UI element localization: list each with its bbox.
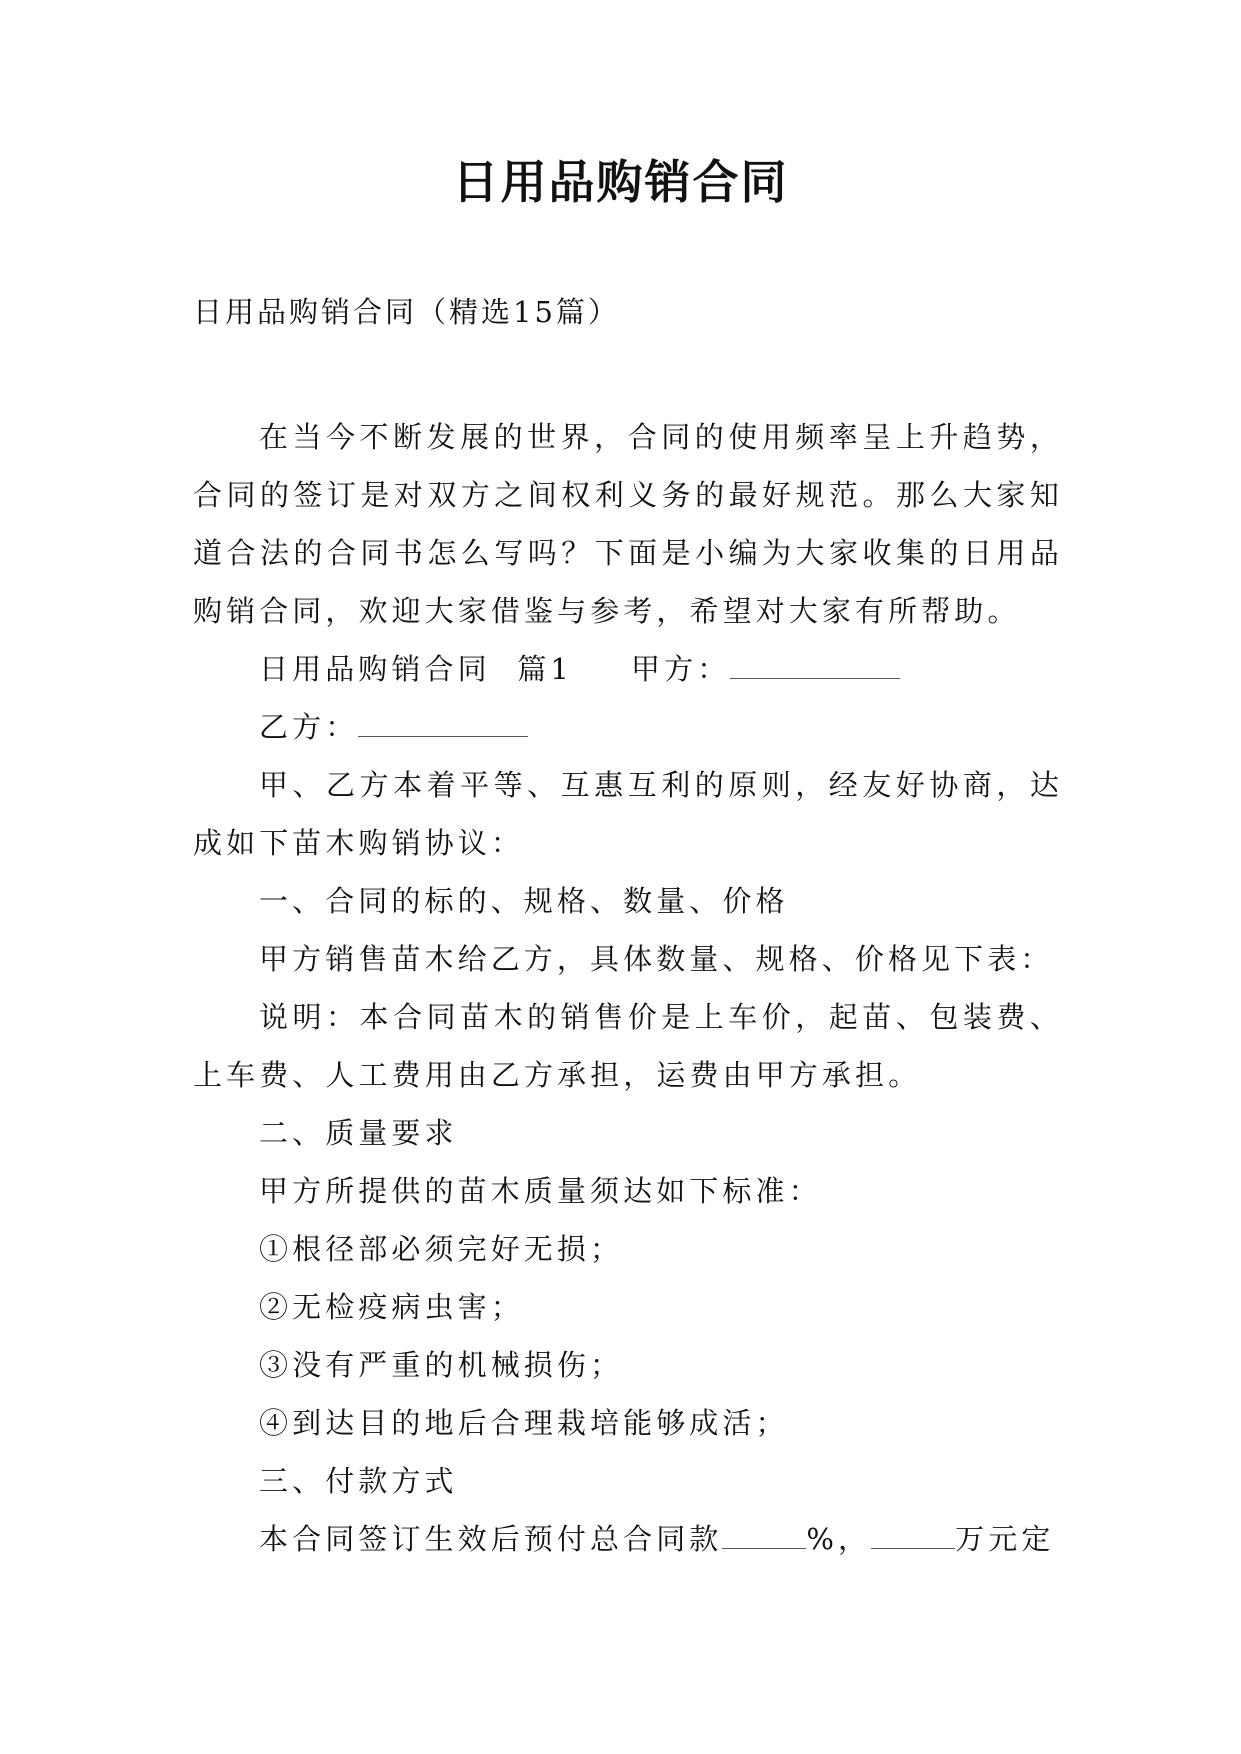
section-heading: 日用品购销合同 篇1 bbox=[259, 652, 573, 686]
clause3-title: 三、付款方式 bbox=[259, 1464, 458, 1498]
document-body bbox=[193, 408, 1063, 1568]
party-a-label: 甲方： bbox=[631, 652, 731, 686]
clause1-title: 一、合同的标的、规格、数量、价格 bbox=[259, 884, 789, 918]
clause2-item: ③没有严重的机械损伤； bbox=[259, 1348, 624, 1382]
document-title: 日用品购销合同 bbox=[452, 155, 789, 209]
clause1-text: 甲方销售苗木给乙方，具体数量、规格、价格见下表： bbox=[259, 942, 1054, 976]
clause1-note: 说明：本合同苗木的销售价是上车价，起苗、包装费、上车费、人工费用由乙方承担，运费由甲方承担。 bbox=[193, 1000, 1063, 1092]
section-heading-line bbox=[193, 640, 1063, 698]
clause3-text-b: %， bbox=[806, 1522, 872, 1556]
party-b-line bbox=[193, 698, 1063, 756]
document-subtitle: 日用品购销合同（精选15篇） bbox=[193, 295, 620, 329]
clause3-text-line bbox=[193, 1510, 1063, 1568]
clause2-item: ②无检疫病虫害； bbox=[259, 1290, 524, 1324]
clause2-title: 二、质量要求 bbox=[259, 1116, 458, 1150]
intro-paragraph: 在当今不断发展的世界，合同的使用频率呈上升趋势，合同的签订是对双方之间权利义务的最好规范。那么大家知道合法的合同书怎么写吗？下面是小编为大家收集的日用品购销合同，欢迎大家借鉴与参考，希望对大家有所帮助。 bbox=[193, 420, 1063, 628]
party-a-blank[interactable] bbox=[730, 656, 900, 679]
clause2-text: 甲方所提供的苗木质量须达如下标准： bbox=[259, 1174, 822, 1208]
clause2-item: ④到达目的地后合理栽培能够成活； bbox=[259, 1406, 789, 1440]
party-b-blank[interactable] bbox=[358, 714, 528, 737]
percent-blank[interactable] bbox=[722, 1526, 806, 1549]
clause2-item: ①根径部必须完好无损； bbox=[259, 1232, 624, 1266]
clause3-text-a: 本合同签订生效后预付总合同款 bbox=[259, 1522, 723, 1556]
preamble-paragraph: 甲、乙方本着平等、互惠互利的原则，经友好协商，达成如下苗木购销协议： bbox=[193, 768, 1063, 860]
amount-blank[interactable] bbox=[871, 1526, 955, 1549]
party-b-label: 乙方： bbox=[259, 710, 359, 744]
clause3-text-c: 万元定 bbox=[955, 1522, 1055, 1556]
